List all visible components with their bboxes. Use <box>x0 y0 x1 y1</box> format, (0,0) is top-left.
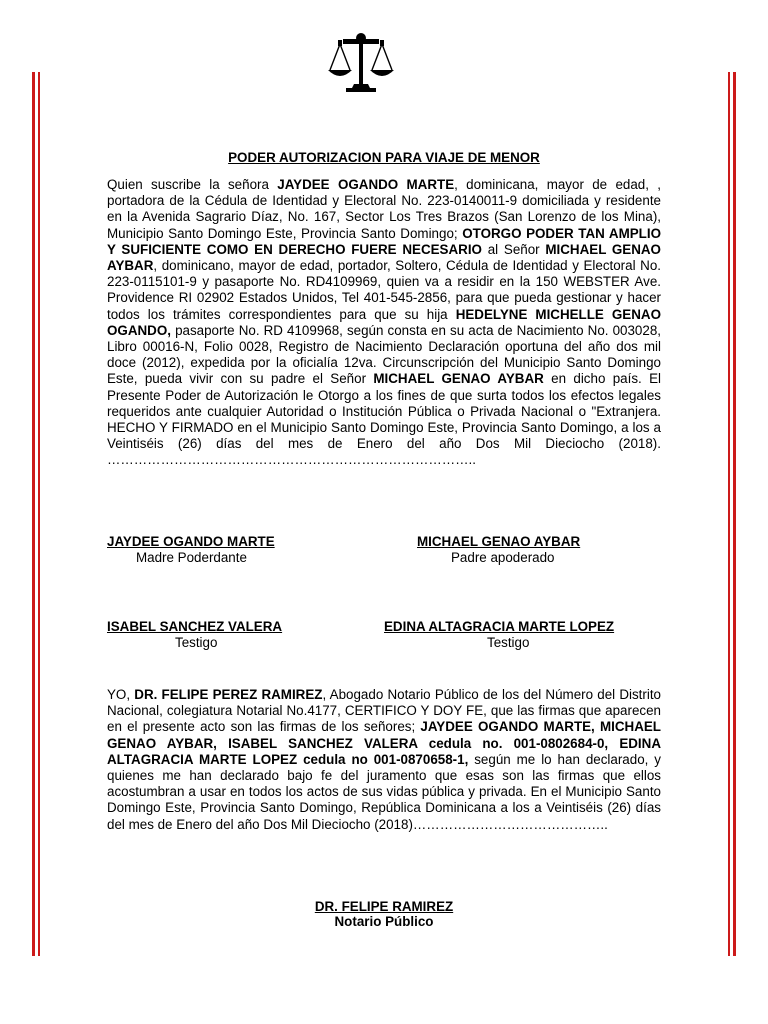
text-run: al Señor <box>481 241 546 257</box>
scales-of-justice-icon <box>326 22 396 94</box>
left-border-thick <box>32 72 35 956</box>
bold-text-run: OTORGO PODER TAN AMPLIO Y SUFICIENTE COMO EN DERECHO FUERE NECESARIO <box>107 225 661 257</box>
bold-text-run: DR. FELIPE PEREZ RAMIREZ <box>134 687 323 702</box>
signature-block-witness-1 <box>107 619 282 651</box>
bold-text-run: HEDELYNE MICHELLE GENAO OGANDO, <box>107 306 661 338</box>
right-border-thick <box>733 72 736 956</box>
document-title: PODER AUTORIZACION PARA VIAJE DE MENOR <box>228 150 540 165</box>
text-run: en dicho país. El Presente Poder de Autorización le Otorgo a los fines de que surta todos los efectos legales requeridos ante cualquier Autoridad o Institución Pública o Privada Nacional o "Extranjera. HECHO Y FIRMADO en el Municipio Santo Domingo Este, Provincia Santo Domingo, a los a Veintiséis (26) días del mes de Enero del año Dos Mil Dieciocho (2018). ……………………………………………………………………….. <box>107 371 662 468</box>
signer-name: EDINA ALTAGRACIA MARTE LOPEZ <box>384 619 615 634</box>
signer-name: JAYDEE OGANDO MARTE <box>107 534 275 549</box>
signature-block-father <box>417 534 580 566</box>
text-run: YO, <box>107 687 135 702</box>
bold-text-run: JAYDEE OGANDO MARTE, MICHAEL GENAO AYBAR, ISABEL SANCHEZ VALERA cedula no. 001-0802684-0, EDINA ALTAGRACIA MARTE LOPEZ cedula no 001-0870658-1, <box>107 719 661 767</box>
notary-signature-block <box>107 899 661 929</box>
text-run: , Abogado Notario Público de los del Número del Distrito Nacional, colegiatura Notarial No.4177, CERTIFICO Y DOY FE, que las firmas que aparecen en el presente acto son las firmas de los señores; <box>107 687 661 735</box>
signer-role: Padre apoderado <box>451 550 555 565</box>
authorization-paragraph <box>107 177 661 469</box>
text-run: pasaporte No. RD 4109968, según consta en su acta de Nacimiento No. 003028, Libro 00016-N, Folio 0028, Registro de Nacimiento Declaración oportuna del año dos mil doce (2012), expedida por la oficialía 12va. Circunscripción del Municipio Santo Domingo Este, pueda vivir con su padre el Señor <box>107 322 661 387</box>
bold-text-run: MICHAEL GENAO AYBAR <box>373 371 544 387</box>
left-border-thin <box>38 72 40 956</box>
right-border-thin <box>728 72 730 956</box>
signature-block-mother <box>107 534 275 566</box>
text-run: según me lo han declarado, y quienes me han declarado bajo fe del juramento que esas son las firmas que ellos acostumbran a usar en todos los actos de sus vidas pública y privada. En el Municipio Santo Domingo Este, Provincia Santo Domingo, República Dominicana a los a Veintiséis (26) días del mes de Enero del año Dos Mil Dieciocho (2018)…………………………………….. <box>107 751 661 832</box>
bold-text-run: JAYDEE OGANDO MARTE <box>277 177 455 192</box>
signer-name: MICHAEL GENAO AYBAR <box>417 534 581 549</box>
signature-block-witness-2 <box>384 619 614 651</box>
bold-text-run: MICHAEL GENAO AYBAR <box>107 241 661 274</box>
signer-role: Testigo <box>487 635 530 650</box>
text-run: Quien suscribe la señora <box>107 177 278 192</box>
text-run: , dominicano, mayor de edad, portador, Soltero, Cédula de Identidad y Electoral No. 223-0115101-9 y pasaporte No. RD4109969, quien va a residir en la 150 WEBSTER Ave. Providence RI 02902 Estados Unidos, Tel 401-545-2856, para que pueda gestionar y hacer todos los trámites correspondientes para que su hija <box>107 258 661 322</box>
signer-role: Madre Poderdante <box>136 550 247 565</box>
notary-name: DR. FELIPE RAMIREZ <box>314 899 454 914</box>
text-run: , dominicana, mayor de edad, , portadora de la Cédula de Identidad y Electoral No. 223-0140011-9 domiciliada y residente en la Avenida Sagrario Díaz, No. 167, Sector Los Tres Brazos (San Lorenzo de los Mina), Municipio Santo Domingo Este, Provincia Santo Domingo; <box>107 177 662 241</box>
notary-title: Notario Público <box>334 914 434 929</box>
notary-certification-paragraph <box>107 687 661 833</box>
signer-name: ISABEL SANCHEZ VALERA <box>107 619 283 634</box>
signer-role: Testigo <box>175 635 218 650</box>
